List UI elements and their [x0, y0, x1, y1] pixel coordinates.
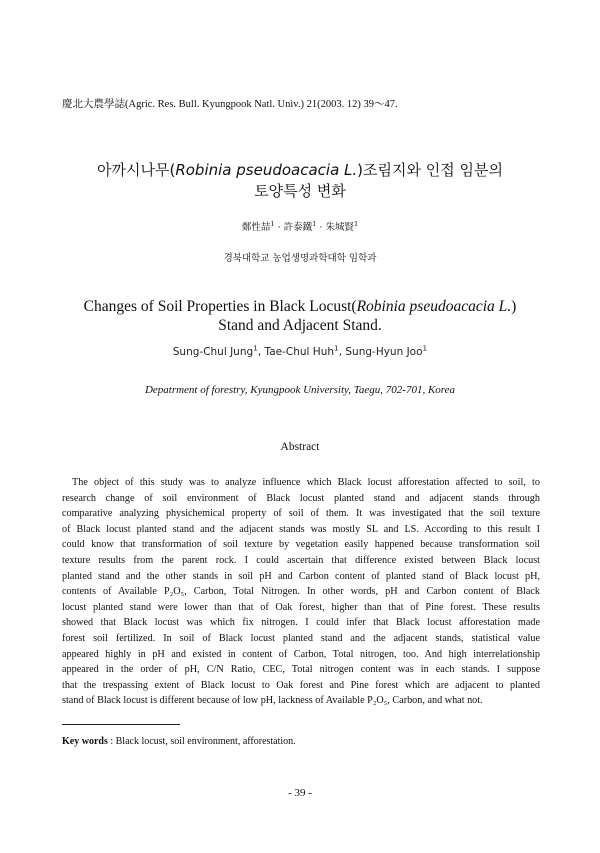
english-authors: [0, 343, 600, 358]
author-affiliation-mark: 1: [353, 219, 359, 228]
english-author-1: Sung-Chul Jung: [172, 346, 254, 358]
english-title-line-2: Stand and Adjacent Stand.: [218, 317, 382, 334]
abstract-line: comparative analyzing physichemical property of soil of them. It was investigated that the soil texture: [62, 508, 540, 520]
abstract-line: could know that transformation of soil texture by vegetation easily happened because transformation soil: [62, 539, 540, 551]
korean-affiliation: 경북대학교 농업생명과학대학 임학과: [223, 253, 377, 264]
abstract-line: appeared in the order of pH, C/N Ratio, CEC, Total nitrogen content was in each stands. I suppose: [62, 664, 540, 676]
keywords-text: : Black locust, soil environment, afforestation.: [107, 736, 296, 747]
abstract-line: appeared highly in pH and existed in content of Carbon, Total nitrogen, too. And high interrelationship: [62, 648, 540, 660]
footnote-divider: [62, 724, 180, 725]
english-title-prefix: Changes of Soil Properties in Black Locust(: [83, 298, 357, 315]
korean-title-line-1: [0, 160, 600, 180]
keywords: [62, 736, 296, 747]
page-number: - 39 -: [288, 787, 312, 799]
author-separator: ,: [257, 346, 265, 358]
abstract-line: stand of Black locust is different because of low pH, lackness of Available P₂O₅, Carbon, and what not.: [62, 695, 483, 707]
abstract-line: that the trespassing extent of Black locust to Oak forest and Pine forest which are adjacent to planted: [62, 679, 540, 691]
korean-title-species: Robinia pseudoacacia L.: [175, 161, 358, 179]
english-affiliation: Depatrment of forestry, Kyungpook University, Taegu, 702-701, Korea: [144, 384, 456, 396]
author-separator: ,: [338, 346, 346, 358]
korean-title-suffix: )조림지와 인접 임분의: [357, 161, 503, 179]
korean-author-1: 鄭性喆: [241, 222, 271, 233]
korean-authors: [0, 219, 600, 233]
abstract-line: locust planted stand were lower than that of Oak forest, higher than that of Pine forest. These results: [62, 601, 540, 613]
korean-author-2: 許泰鐵: [283, 222, 313, 233]
author-affiliation-mark: 1: [253, 343, 258, 353]
author-affiliation-mark: 1: [334, 343, 339, 353]
english-title-suffix: ): [511, 298, 517, 315]
abstract-line: research change of soil environment of Black locust planted stand and adjacent stands through: [62, 492, 540, 504]
english-author-2: Tae-Chul Huh: [264, 346, 335, 358]
korean-author-3: 朱城賢: [325, 222, 354, 233]
abstract-line: texture results from the parent rock. I could ascertain that difference existed between Black locust: [62, 554, 540, 566]
english-title-species: Robinia pseudoacacia L.: [356, 298, 512, 315]
abstract-line: of Black locust planted stand and the adjacent stands was mostly SL and LS. According to this result I: [62, 523, 540, 535]
abstract-line: forest soil fertilized. In soil of Black locust planted stand and the adjacent stands, statistical value: [62, 632, 540, 644]
journal-citation: 慶北大農學誌(Agric. Res. Bull. Kyungpook Natl. Univ.) 21(2003. 12) 39～47.: [62, 99, 398, 110]
abstract-line: The object of this study was to analyze influence which Black locust afforestation affected to soil, to: [72, 477, 540, 488]
english-title-line-1: [0, 297, 600, 317]
abstract-line: showed that Black locust was which fix nitrogen. I could infer that Black locust afforestation made: [62, 617, 540, 629]
korean-title-line-2: 토양특성 변화: [254, 182, 346, 200]
author-affiliation-mark: 1: [422, 343, 428, 353]
abstract-heading: Abstract: [280, 441, 320, 453]
korean-title-prefix: 아까시나무(: [97, 161, 176, 179]
author-affiliation-mark: 1: [312, 219, 317, 228]
author-affiliation-mark: 1: [270, 219, 275, 228]
author-separator: ·: [316, 222, 326, 233]
author-separator: ·: [274, 222, 284, 233]
abstract-line: planted stand and the other stands in soil pH and Carbon content of planted stand of Black locust pH,: [62, 570, 540, 582]
abstract-body: [62, 475, 540, 709]
keywords-label: Key words: [62, 736, 108, 747]
abstract-line: contents of Available P₂O₅, Carbon, Total Nitrogen. In other words, pH and Carbon content of Black: [62, 586, 540, 598]
english-author-3: Sung-Hyun Joo: [345, 346, 423, 358]
